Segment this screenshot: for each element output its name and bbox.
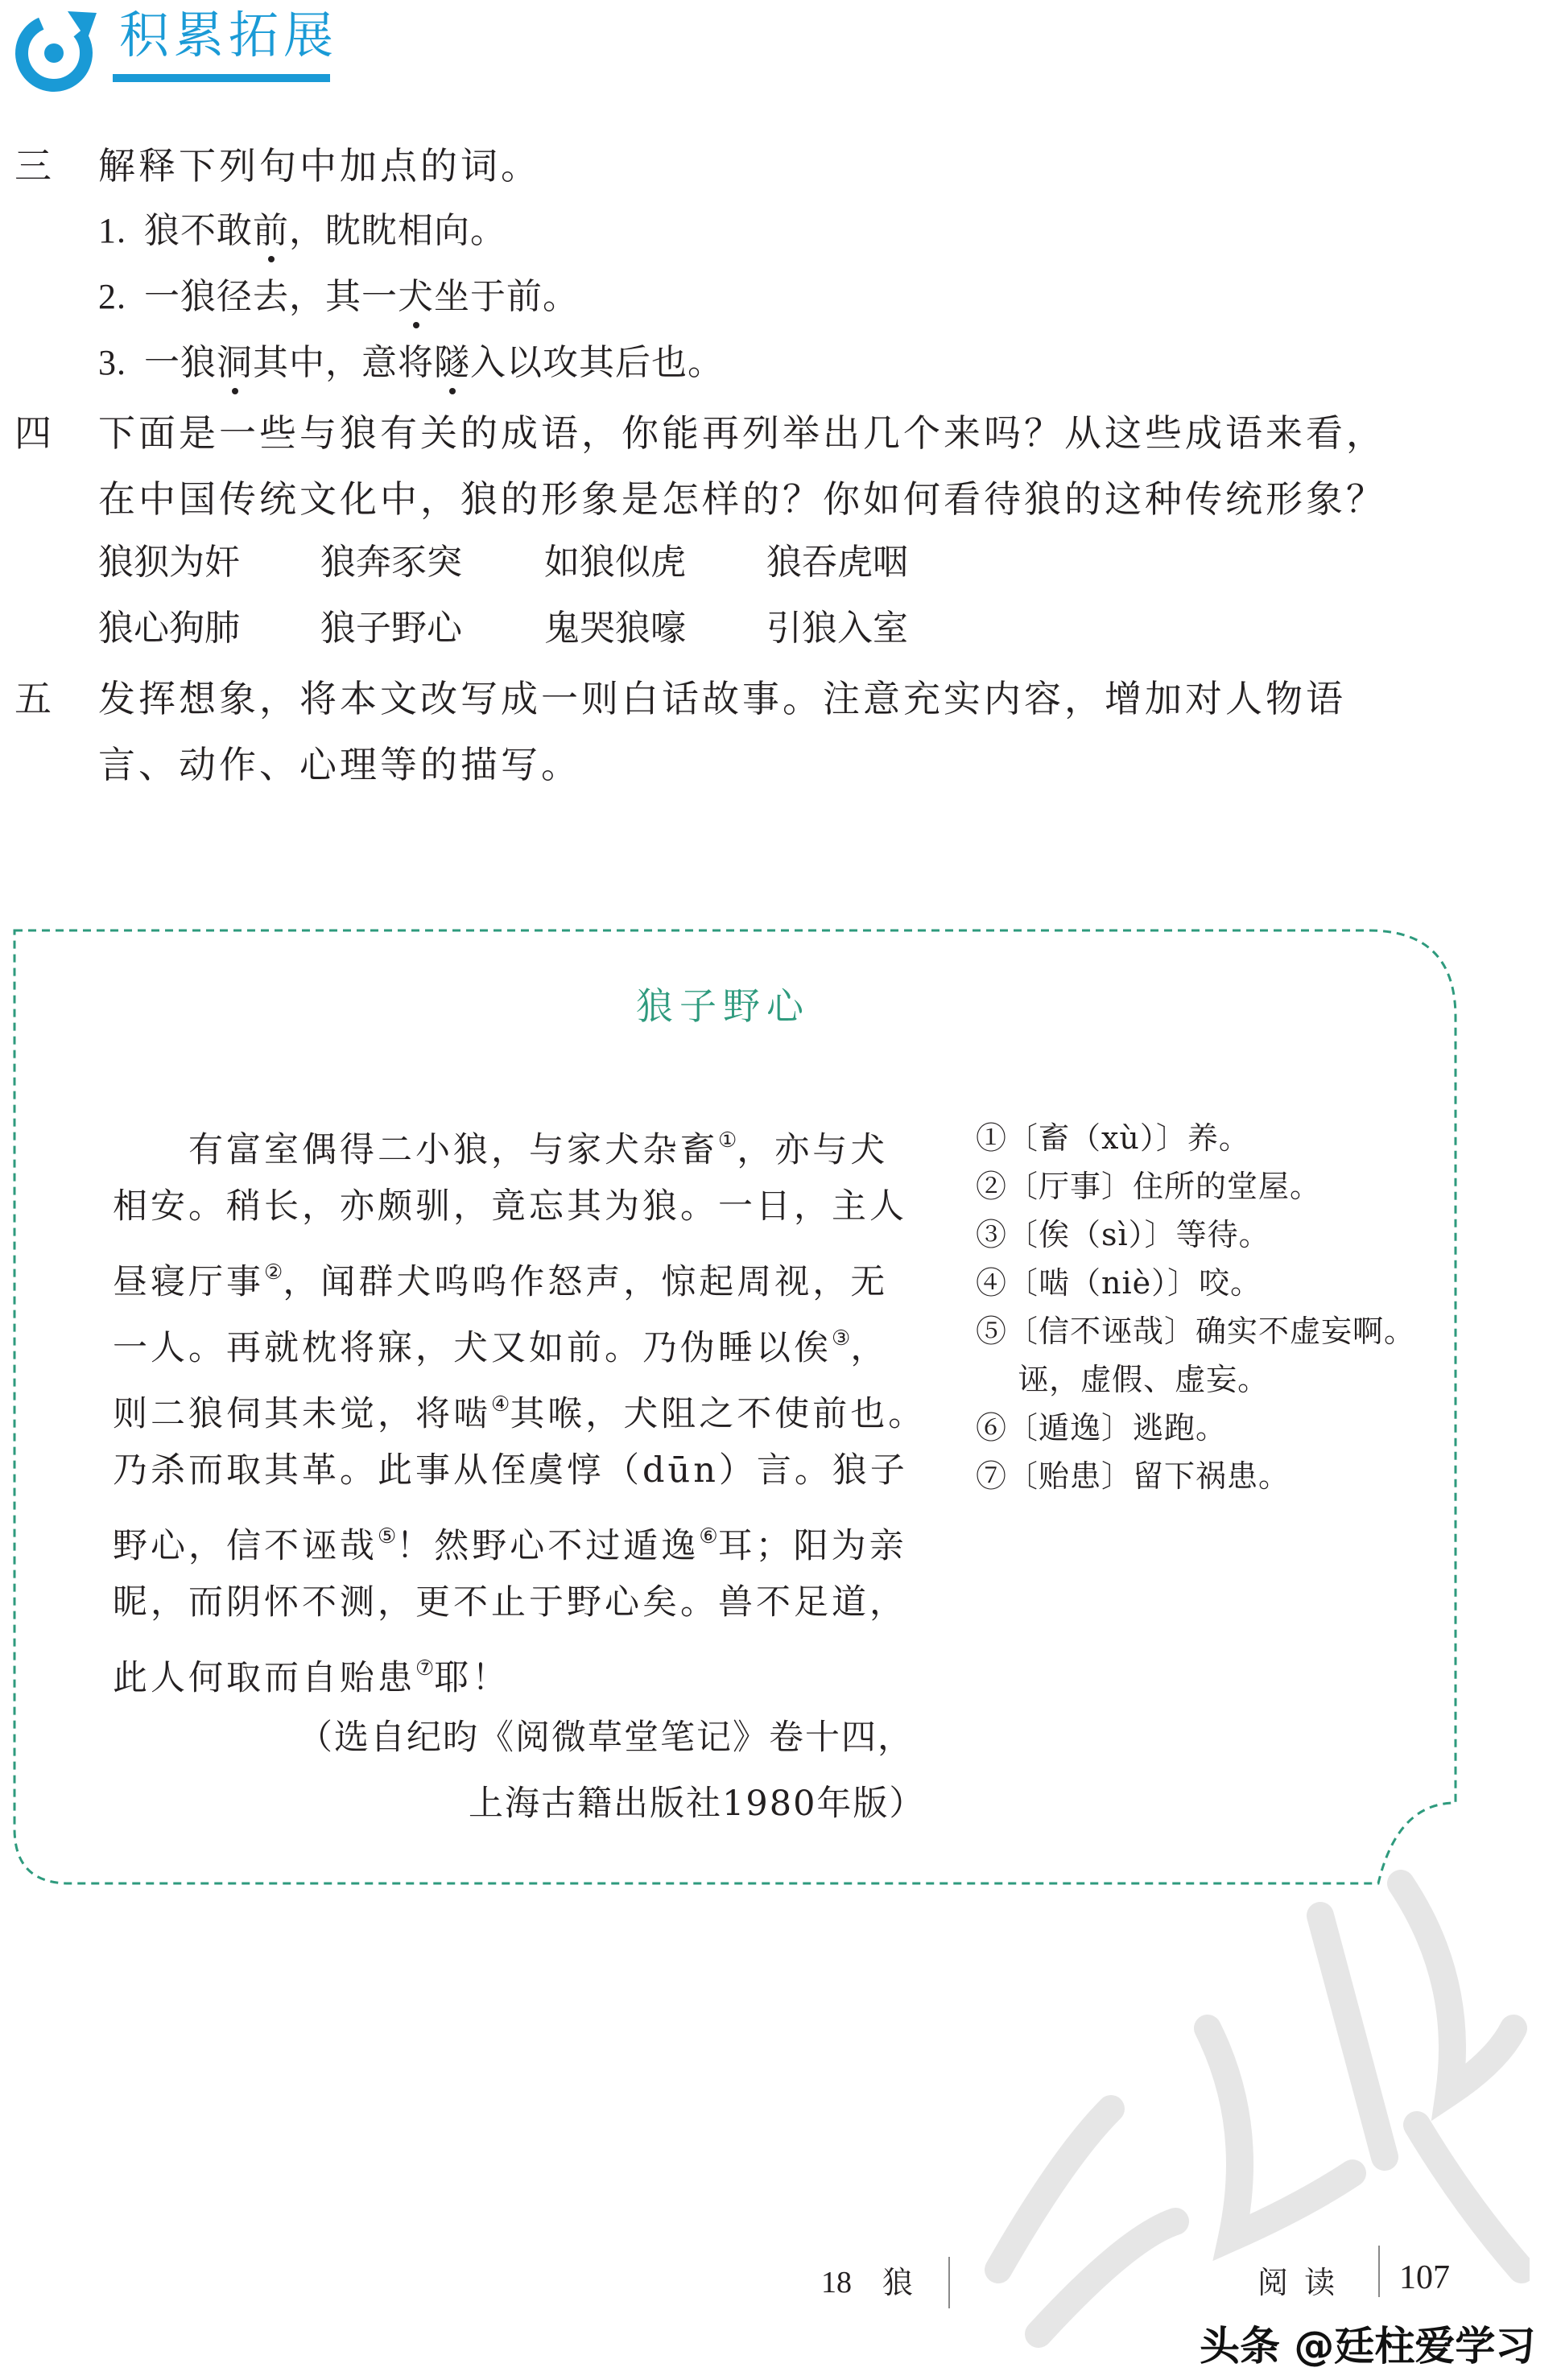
footnote: ⑦〔贻患〕留下祸患。 [976,1458,1291,1494]
dotted-word: 隧 [434,342,470,383]
passage-line [113,1239,888,1315]
passage-line [113,1437,908,1503]
passage-text: 耶！ [434,1658,510,1698]
footer-divider [1378,2246,1380,2297]
passage-line [113,1108,888,1183]
passage-text: 耳；阳为亲 [717,1526,907,1566]
footnote: 诬，虚假、虚妄。 [976,1362,1270,1397]
exercise-prompt: 在中国传统文化中，狼的形象是怎样的？你如何看待狼的这种传统形象？ [98,477,1386,521]
source-citation: （选自纪昀《阅微草堂笔记》卷十四， [298,1718,914,1758]
passage-line [113,1174,907,1239]
idiom: 狼吞虎咽 [766,542,908,583]
passage-text: 昼寝厅事 [113,1262,264,1302]
exercise-prompt: 下面是一些与狼有关的成语，你能再列举出几个来吗？从这些成语来看， [98,411,1386,455]
idiom: 狼子野心 [320,608,462,649]
footnote-ref: ⑦ [415,1656,435,1681]
item-number: 3. [98,343,126,382]
passage-line [113,1569,907,1635]
item-text: 一狼 [144,342,217,383]
passage-text: 有富室偶得二小狼，与家犬杂畜 [113,1130,718,1170]
footnote: ⑤〔信不诬哉〕确实不虚妄啊。 [976,1314,1416,1349]
footnote-ref: ④ [491,1392,510,1417]
footnote: ③〔俟（sì）〕等待。 [976,1217,1270,1252]
footnote-ref: ① [718,1128,737,1153]
dotted-word: 前 [253,210,289,251]
item-text: 狼不敢 [144,210,253,251]
footnote: ①〔畜（xù）〕养。 [976,1120,1250,1156]
item-text: 坐于前。 [434,276,579,317]
passage-text: 相安。稍长，亦颇驯，竟忘其为狼。一日，主人 [113,1186,907,1227]
section-number: 三 [14,144,52,188]
exercise-prompt: 解释下列句中加点的词。 [98,144,541,188]
dotted-word: 洞 [217,342,253,383]
exercise-item [98,209,506,253]
unit-label: 阅 读 [1257,2265,1339,2300]
exercise-prompt: 言、动作、心理等的描写。 [98,743,581,786]
page-number: 107 [1399,2259,1450,2296]
passage-line [113,1305,888,1381]
section-number: 四 [14,411,52,455]
idiom: 如狼似虎 [544,542,686,583]
exercise-item [98,341,724,385]
passage-text: 野心，信不诬哉 [113,1526,378,1566]
item-text: ，眈眈相向。 [289,210,506,251]
item-number: 1. [98,211,126,250]
passage-line [113,1635,510,1711]
footnote: ④〔啮（niè）〕咬。 [976,1265,1262,1301]
passage-text: 此人何取而自贻患 [113,1658,415,1698]
reading-title: 狼子野心 [636,984,810,1028]
passage-text: ，闻群犬呜呜作怒声，惊起周视，无 [283,1262,889,1302]
item-number: 2. [98,277,126,316]
dotted-word: 犬 [398,276,434,317]
exercise-prompt: 发挥想象，将本文改写成一则白话故事。注意充实内容，增加对人物语 [98,677,1346,720]
item-text: 其中，意将 [253,342,434,383]
item-text: 一狼径去，其一 [144,276,398,317]
idiom: 狼奔豕突 [320,542,462,583]
footer-divider [948,2257,950,2308]
passage-text: 乃杀而取其革。此事从侄虞惇（dūn）言。狼子 [113,1450,908,1491]
idiom: 狼心狗肺 [98,608,240,649]
passage-line [113,1371,926,1447]
idiom: 引狼入室 [766,608,908,649]
passage-line [113,1503,907,1579]
source-citation: 上海古籍出版社1980年版） [469,1784,926,1824]
footnote-ref: ⑤ [378,1524,397,1549]
section-title: 积累拓展 [119,6,339,64]
refresh-arrow-icon [10,6,98,95]
lesson-number: 18 [821,2266,852,2300]
idiom: 狼狈为奸 [98,542,240,583]
footnote-ref: ③ [832,1326,851,1351]
passage-text: ，亦与犬 [737,1130,889,1170]
section-number: 五 [14,677,52,720]
exercise-item [98,275,579,319]
passage-text: 则二狼伺其未觉，将啮 [113,1394,491,1434]
idiom: 鬼哭狼嚎 [544,608,686,649]
passage-text: ， [850,1328,889,1368]
item-text: 入以攻其后也。 [470,342,724,383]
passage-text: ！然野心不过遁逸 [396,1526,700,1566]
lesson-title: 狼 [882,2265,914,2300]
footnote: ⑥〔遁逸〕逃跑。 [976,1410,1228,1446]
footnote-ref: ⑥ [699,1524,718,1549]
passage-text: 昵，而阴怀不测，更不止于野心矣。兽不足道， [113,1582,907,1623]
passage-text: 其喉，犬阻之不使前也。 [510,1394,927,1434]
footnote: ②〔厅事〕住所的堂屋。 [976,1169,1322,1204]
passage-text: 一人。再就枕将寐，犬又如前。乃伪睡以俟 [113,1328,832,1368]
footnote-ref: ② [264,1260,283,1285]
title-underline [113,74,330,82]
attribution-watermark: 头条 @廷柱爱学习 [1200,2323,1536,2370]
